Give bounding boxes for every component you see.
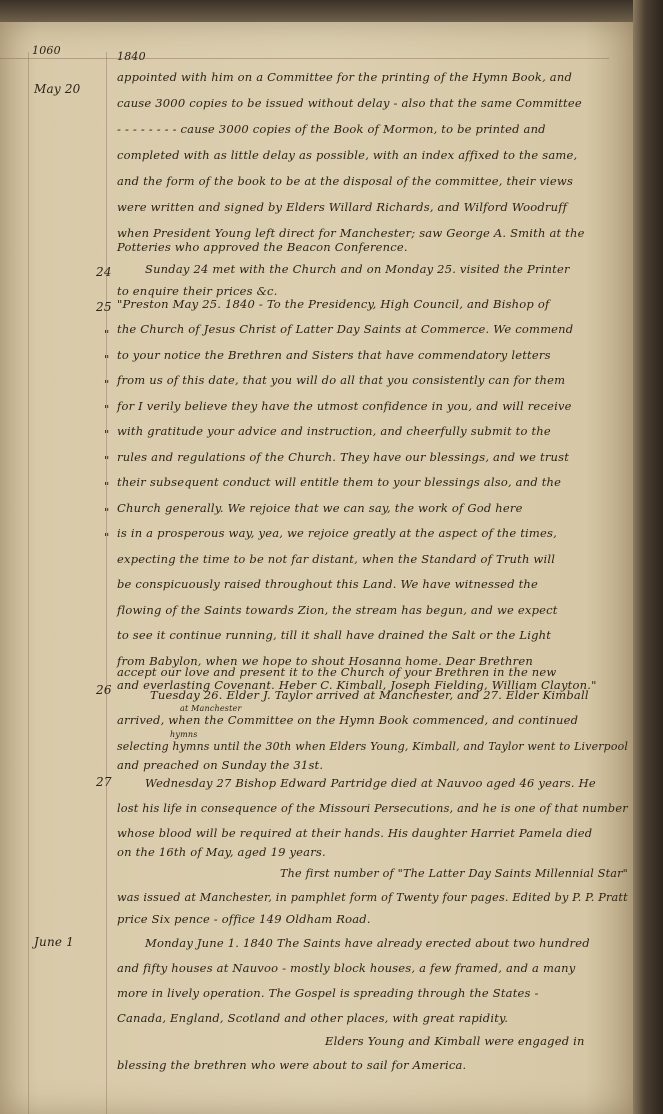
text-line: price Six pence - office 149 Oldham Road. bbox=[117, 912, 371, 926]
text-line: more in lively operation. The Gospel is spreading through the States - bbox=[117, 986, 539, 1000]
quote-mark: " bbox=[104, 453, 110, 467]
text-line: lost his life in consequence of the Missouri Persecutions, and he is one of that number bbox=[117, 801, 628, 815]
quote-mark: " bbox=[104, 427, 110, 441]
book-spine-edge bbox=[633, 0, 663, 1114]
text-line: expecting the time to be not far distant, when the Standard of Truth will bbox=[117, 552, 556, 566]
text-line: Sunday 24 met with the Church and on Monday 25. visited the Printer bbox=[145, 262, 570, 276]
quote-mark: " bbox=[104, 352, 110, 366]
text-line: Tuesday 26. Elder J. Taylor arrived at Manchester, and 27. Elder Kimball bbox=[150, 688, 589, 702]
text-line: to enquire their prices &c. bbox=[117, 284, 278, 298]
text-line: to your notice the Brethren and Sisters that have commendatory letters bbox=[117, 348, 551, 362]
text-line: be conspicuously raised throughout this Land. We have witnessed the bbox=[117, 577, 539, 591]
text-line: Monday June 1. 1840 The Saints have already erected about two hundred bbox=[145, 936, 590, 950]
text-line: was issued at Manchester, in pamphlet form of Twenty four pages. Edited by P. P. Pratt bbox=[117, 890, 628, 904]
page-year: 1840 bbox=[117, 50, 146, 63]
text-line: and the form of the book to be at the disposal of the committee, their views bbox=[117, 174, 574, 188]
margin-date-25: 25 bbox=[96, 300, 112, 314]
text-line: to see it continue running, till it shall have drained the Salt or the Light bbox=[117, 628, 552, 642]
quote-mark: " bbox=[104, 479, 110, 493]
text-line: The first number of "The Latter Day Saints Millennial Star" bbox=[280, 866, 628, 880]
text-line: Church generally. We rejoice that we can say, the work of God here bbox=[117, 501, 523, 515]
page-number: 1060 bbox=[32, 44, 61, 57]
text-line: - - - - - - - - cause 3000 copies of the Book of Mormon, to be printed and bbox=[117, 122, 546, 136]
text-line: on the 16th of May, aged 19 years. bbox=[117, 845, 326, 859]
text-line: rules and regulations of the Church. They have our blessings, and we trust bbox=[117, 450, 570, 464]
text-line: the Church of Jesus Christ of Latter Day Saints at Commerce. We commend bbox=[117, 322, 574, 336]
text-line: appointed with him on a Committee for the printing of the Hymn Book, and bbox=[117, 70, 573, 84]
text-line: Canada, England, Scotland and other places, with great rapidity. bbox=[117, 1011, 509, 1025]
margin-date-26: 26 bbox=[96, 683, 112, 697]
quote-mark: " bbox=[104, 377, 110, 391]
text-line: and everlasting Covenant. Heber C. Kimball, Joseph Fielding, William Clayton." bbox=[117, 678, 597, 692]
text-line: Wednesday 27 Bishop Edward Partridge died at Nauvoo aged 46 years. He bbox=[145, 776, 596, 790]
text-line: accept our love and present it to the Church of your Brethren in the new bbox=[117, 665, 557, 679]
text-line: and preached on Sunday the 31st. bbox=[117, 758, 324, 772]
text-line: is in a prosperous way, yea, we rejoice greatly at the aspect of the times, bbox=[117, 526, 557, 540]
text-line: for I verily believe they have the utmost confidence in you, and will receive bbox=[117, 399, 572, 413]
interlinear-at-manchester: at Manchester bbox=[180, 704, 242, 713]
text-line: Elders Young and Kimball were engaged in bbox=[325, 1034, 585, 1048]
quote-mark: " bbox=[104, 530, 110, 544]
quote-mark: " bbox=[104, 505, 110, 519]
text-line: from Babylon, when we hope to shout Hosanna home. Dear Brethren bbox=[117, 654, 533, 668]
quote-mark: " bbox=[104, 402, 110, 416]
margin-rule-left bbox=[28, 52, 29, 1114]
text-line: with gratitude your advice and instruction, and cheerfully submit to the bbox=[117, 424, 551, 438]
text-line: "Preston May 25. 1840 - To the Presidency, High Council, and Bishop of bbox=[117, 297, 550, 311]
interlinear-hymns: hymns bbox=[170, 730, 198, 739]
text-line: blessing the brethren who were about to sail for America. bbox=[117, 1058, 467, 1072]
text-line: cause 3000 copies to be issued without delay - also that the same Committee bbox=[117, 96, 582, 110]
text-line: when President Young left direct for Manchester; saw George A. Smith at the bbox=[117, 226, 585, 240]
text-line: were written and signed by Elders Willard Richards, and Wilford Woodruff bbox=[117, 200, 568, 214]
text-line: their subsequent conduct will entitle them to your blessings also, and the bbox=[117, 475, 562, 489]
text-line: and fifty houses at Nauvoo - mostly block houses, a few framed, and a many bbox=[117, 961, 576, 975]
text-line: Potteries who approved the Beacon Conference. bbox=[117, 240, 408, 254]
margin-date-24: 24 bbox=[96, 265, 112, 279]
text-line: selecting hymns until the 30th when Elders Young, Kimball, and Taylor went to Liverpool bbox=[117, 739, 629, 753]
margin-date-27: 27 bbox=[96, 775, 112, 789]
margin-rule-text bbox=[106, 52, 107, 1114]
text-line: flowing of the Saints towards Zion, the stream has begun, and we expect bbox=[117, 603, 558, 617]
margin-date-june1: June 1 bbox=[34, 935, 75, 949]
quote-mark: " bbox=[104, 327, 110, 341]
text-line: completed with as little delay as possible, with an index affixed to the same, bbox=[117, 148, 578, 162]
text-line: whose blood will be required at their hands. His daughter Harriet Pamela died bbox=[117, 826, 593, 840]
text-line: arrived, when the Committee on the Hymn Book commenced, and continued bbox=[117, 713, 579, 727]
margin-date-may20: May 20 bbox=[34, 82, 81, 96]
text-line: from us of this date, that you will do all that you consistently can for them bbox=[117, 373, 566, 387]
header-rule bbox=[0, 58, 609, 59]
page-top-edge bbox=[0, 0, 663, 22]
